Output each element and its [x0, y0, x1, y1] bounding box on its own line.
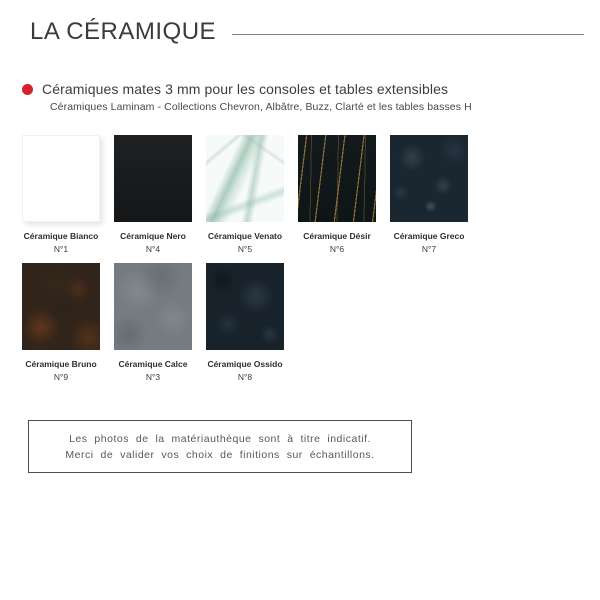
disclaimer-line-1: Les photos de la matériauthèque sont à titre indicatif.: [69, 432, 371, 445]
section-heading: [22, 81, 600, 97]
swatch-cell-greco: [390, 135, 468, 254]
swatch-image-greco: [390, 135, 468, 222]
swatch-image-calce: [114, 263, 192, 350]
page-title: LA CÉRAMIQUE: [30, 18, 217, 45]
swatch-number: N°5: [237, 244, 253, 255]
swatch-image-ossido: [206, 263, 284, 350]
red-bullet-icon: [22, 84, 33, 95]
swatch-image-venato: [206, 135, 284, 222]
swatch-label: Céramique Nero: [120, 231, 186, 242]
swatch-image-nero: [114, 135, 192, 222]
swatch-label: Céramique Désir: [303, 231, 371, 242]
swatch-label: Céramique Venato: [207, 231, 283, 242]
swatch-label: Céramique Bruno: [25, 359, 97, 370]
swatch-cell-bruno: [22, 263, 100, 382]
swatch-row-1: [22, 135, 600, 254]
swatch-grid: [22, 135, 600, 382]
swatch-cell-nero: [114, 135, 192, 254]
swatch-image-bruno: [22, 263, 100, 350]
swatch-label: Céramique Calce: [118, 359, 188, 370]
swatch-cell-bianco: [22, 135, 100, 254]
swatch-image-bianco: [22, 135, 100, 222]
page-header: [0, 0, 600, 45]
swatch-number: N°9: [53, 372, 69, 383]
swatch-label: Céramique Bianco: [23, 231, 99, 242]
section-title: Céramiques mates 3 mm pour les consoles et tables extensibles: [42, 81, 449, 98]
disclaimer-box: [28, 420, 412, 473]
swatch-number: N°8: [237, 372, 253, 383]
swatch-number: N°4: [145, 244, 161, 255]
swatch-image-desir: [298, 135, 376, 222]
swatch-cell-venato: [206, 135, 284, 254]
swatch-cell-desir: [298, 135, 376, 254]
disclaimer-line-2: Merci de valider vos choix de finitions sur échantillons.: [65, 448, 375, 461]
swatch-cell-calce: [114, 263, 192, 382]
swatch-number: N°1: [53, 244, 69, 255]
section-subtitle: Céramiques Laminam - Collections Chevron, Albâtre, Buzz, Clarté et les tables basses H: [50, 101, 472, 114]
swatch-cell-ossido: [206, 263, 284, 382]
swatch-number: N°6: [329, 244, 345, 255]
title-rule: [232, 34, 584, 35]
swatch-label: Céramique Ossido: [207, 359, 283, 370]
swatch-label: Céramique Greco: [393, 231, 465, 242]
swatch-number: N°7: [421, 244, 437, 255]
swatch-number: N°3: [145, 372, 161, 383]
swatch-row-2: [22, 263, 600, 382]
